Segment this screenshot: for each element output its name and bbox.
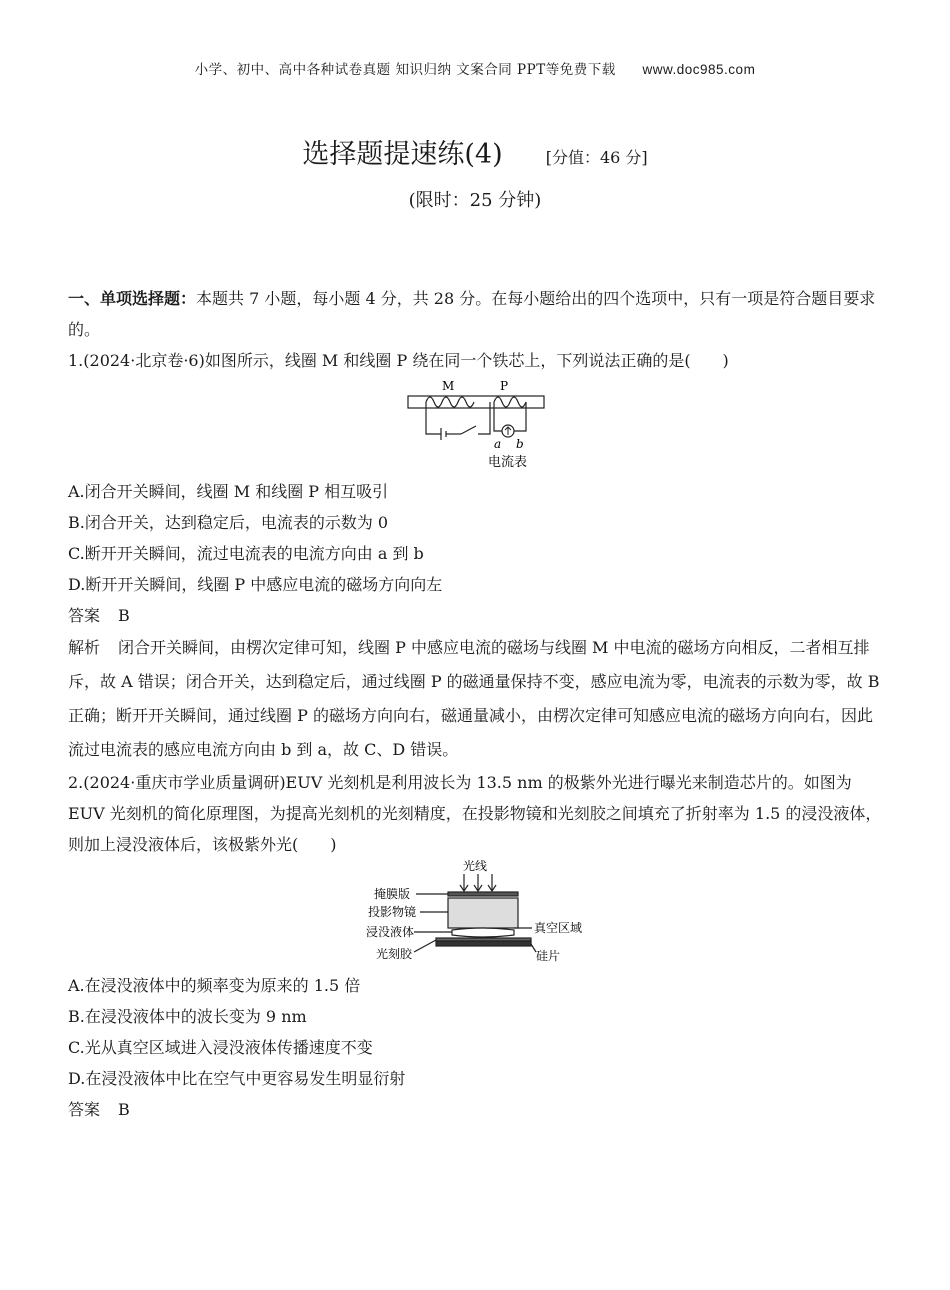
coil-m [426,397,474,407]
page-title [0,132,950,171]
label-mask: 掩膜版 [373,887,410,901]
header-url[interactable]: www.doc985.com [642,62,756,77]
q1-stem: 1.(2024·北京卷·6)如图所示，线圈 M 和线圈 P 绕在同一个铁芯上，下列说法正确的是( ) [68,351,729,370]
q1-option-d: D.断开开关瞬间，线圈 P 中感应电流的磁场方向向左 [68,575,443,594]
q1-figure [68,376,883,476]
switch [461,426,476,434]
q1-analysis [68,631,883,767]
q2-answer [68,1094,883,1125]
label-vacuum: 真空区域 [533,921,582,935]
fig-label-a: a [493,437,501,451]
fig-caption-ammeter: 电流表 [487,455,527,470]
coil-p [494,397,526,407]
q1-analysis-text: 闭合开关瞬间，由楞次定律可知，线圈 P 中感应电流的磁场与线圈 M 中电流的磁场方向相反，二者相互排斥，故 A 错误；闭合开关，达到稳定后，通过线圈 P 的磁通量保持不变，感应电流为零，电流表的示数为零，故 B 正确；断开开关瞬间，通过线圈 P 的磁场方向向右，磁通量减小，由楞次定律可知感应电流的磁场方向向右，因此流过电流表的感应电流方向由 b 到 a，故 C、D 错误。 [68,638,880,759]
q2-stem: 2.(2024·重庆市学业质量调研)EUV 光刻机是利用波长为 13.5 nm 的极紫外光进行曝光来制造芯片的。如图为 EUV 光刻机的简化原理图，为提高光刻机的光刻精度，在投影物镜和光刻胶之间填充了折射率为 1.5 的浸没液体，则加上浸没液体后，该极紫外光( ) [68,773,882,854]
coil-circuit-diagram [386,376,566,476]
q2-answer-value: B [118,1100,130,1119]
label-resist: 光刻胶 [375,947,412,961]
fig-label-b: b [515,437,524,451]
label-wafer: 硅片 [535,949,560,963]
silicon-wafer [436,941,531,946]
q1-answer-label: 答案 [68,606,101,625]
projection-lens [448,898,518,928]
q1-option-c: C.断开开关瞬间，流过电流表的电流方向由 a 到 b [68,544,424,563]
mask-plate [448,892,518,896]
time-limit: (限时：25 分钟) [408,190,542,211]
q1-answer [68,600,883,631]
q2-option-b: B.在浸没液体中的波长变为 9 nm [68,1007,307,1026]
title-score: [分值：46 分] [545,148,648,167]
q2-option-c: C.光从真空区域进入浸没液体传播速度不变 [68,1038,373,1057]
euv-lithography-diagram [356,860,596,970]
q2-figure [68,860,883,970]
q2-option-d: D.在浸没液体中比在空气中更容易发生明显衍射 [68,1069,406,1088]
page-header [0,58,950,78]
q2-option-a: A.在浸没液体中的频率变为原来的 1.5 倍 [68,976,361,995]
q1-analysis-label: 解析 [68,638,101,657]
q1-option-b: B.闭合开关，达到稳定后，电流表的示数为 0 [68,513,389,532]
immersion-liquid [452,928,514,937]
document-body [68,283,883,1125]
section-intro [68,283,883,345]
q2-answer-label: 答案 [68,1100,101,1119]
q1-option-a: A.闭合开关瞬间，线圈 M 和线圈 P 相互吸引 [68,482,389,501]
title-main: 选择题提速练(4) [302,139,503,170]
label-lens: 投影物镜 [367,905,416,919]
label-light: 光线 [462,860,487,873]
label-liquid: 浸没液体 [365,925,414,939]
q1-answer-value: B [118,606,130,625]
fig-label-m: M [441,379,454,393]
section-desc: 本题共 7 小题，每小题 4 分，共 28 分。在每小题给出的四个选项中，只有一项是符合题目要求的。 [68,289,876,339]
fig-label-p: P [499,379,508,393]
section-head: 一、单项选择题： [68,289,197,308]
header-text: 小学、初中、高中各种试卷真题 知识归纳 文案合同 PPT等免费下载 [194,62,616,78]
